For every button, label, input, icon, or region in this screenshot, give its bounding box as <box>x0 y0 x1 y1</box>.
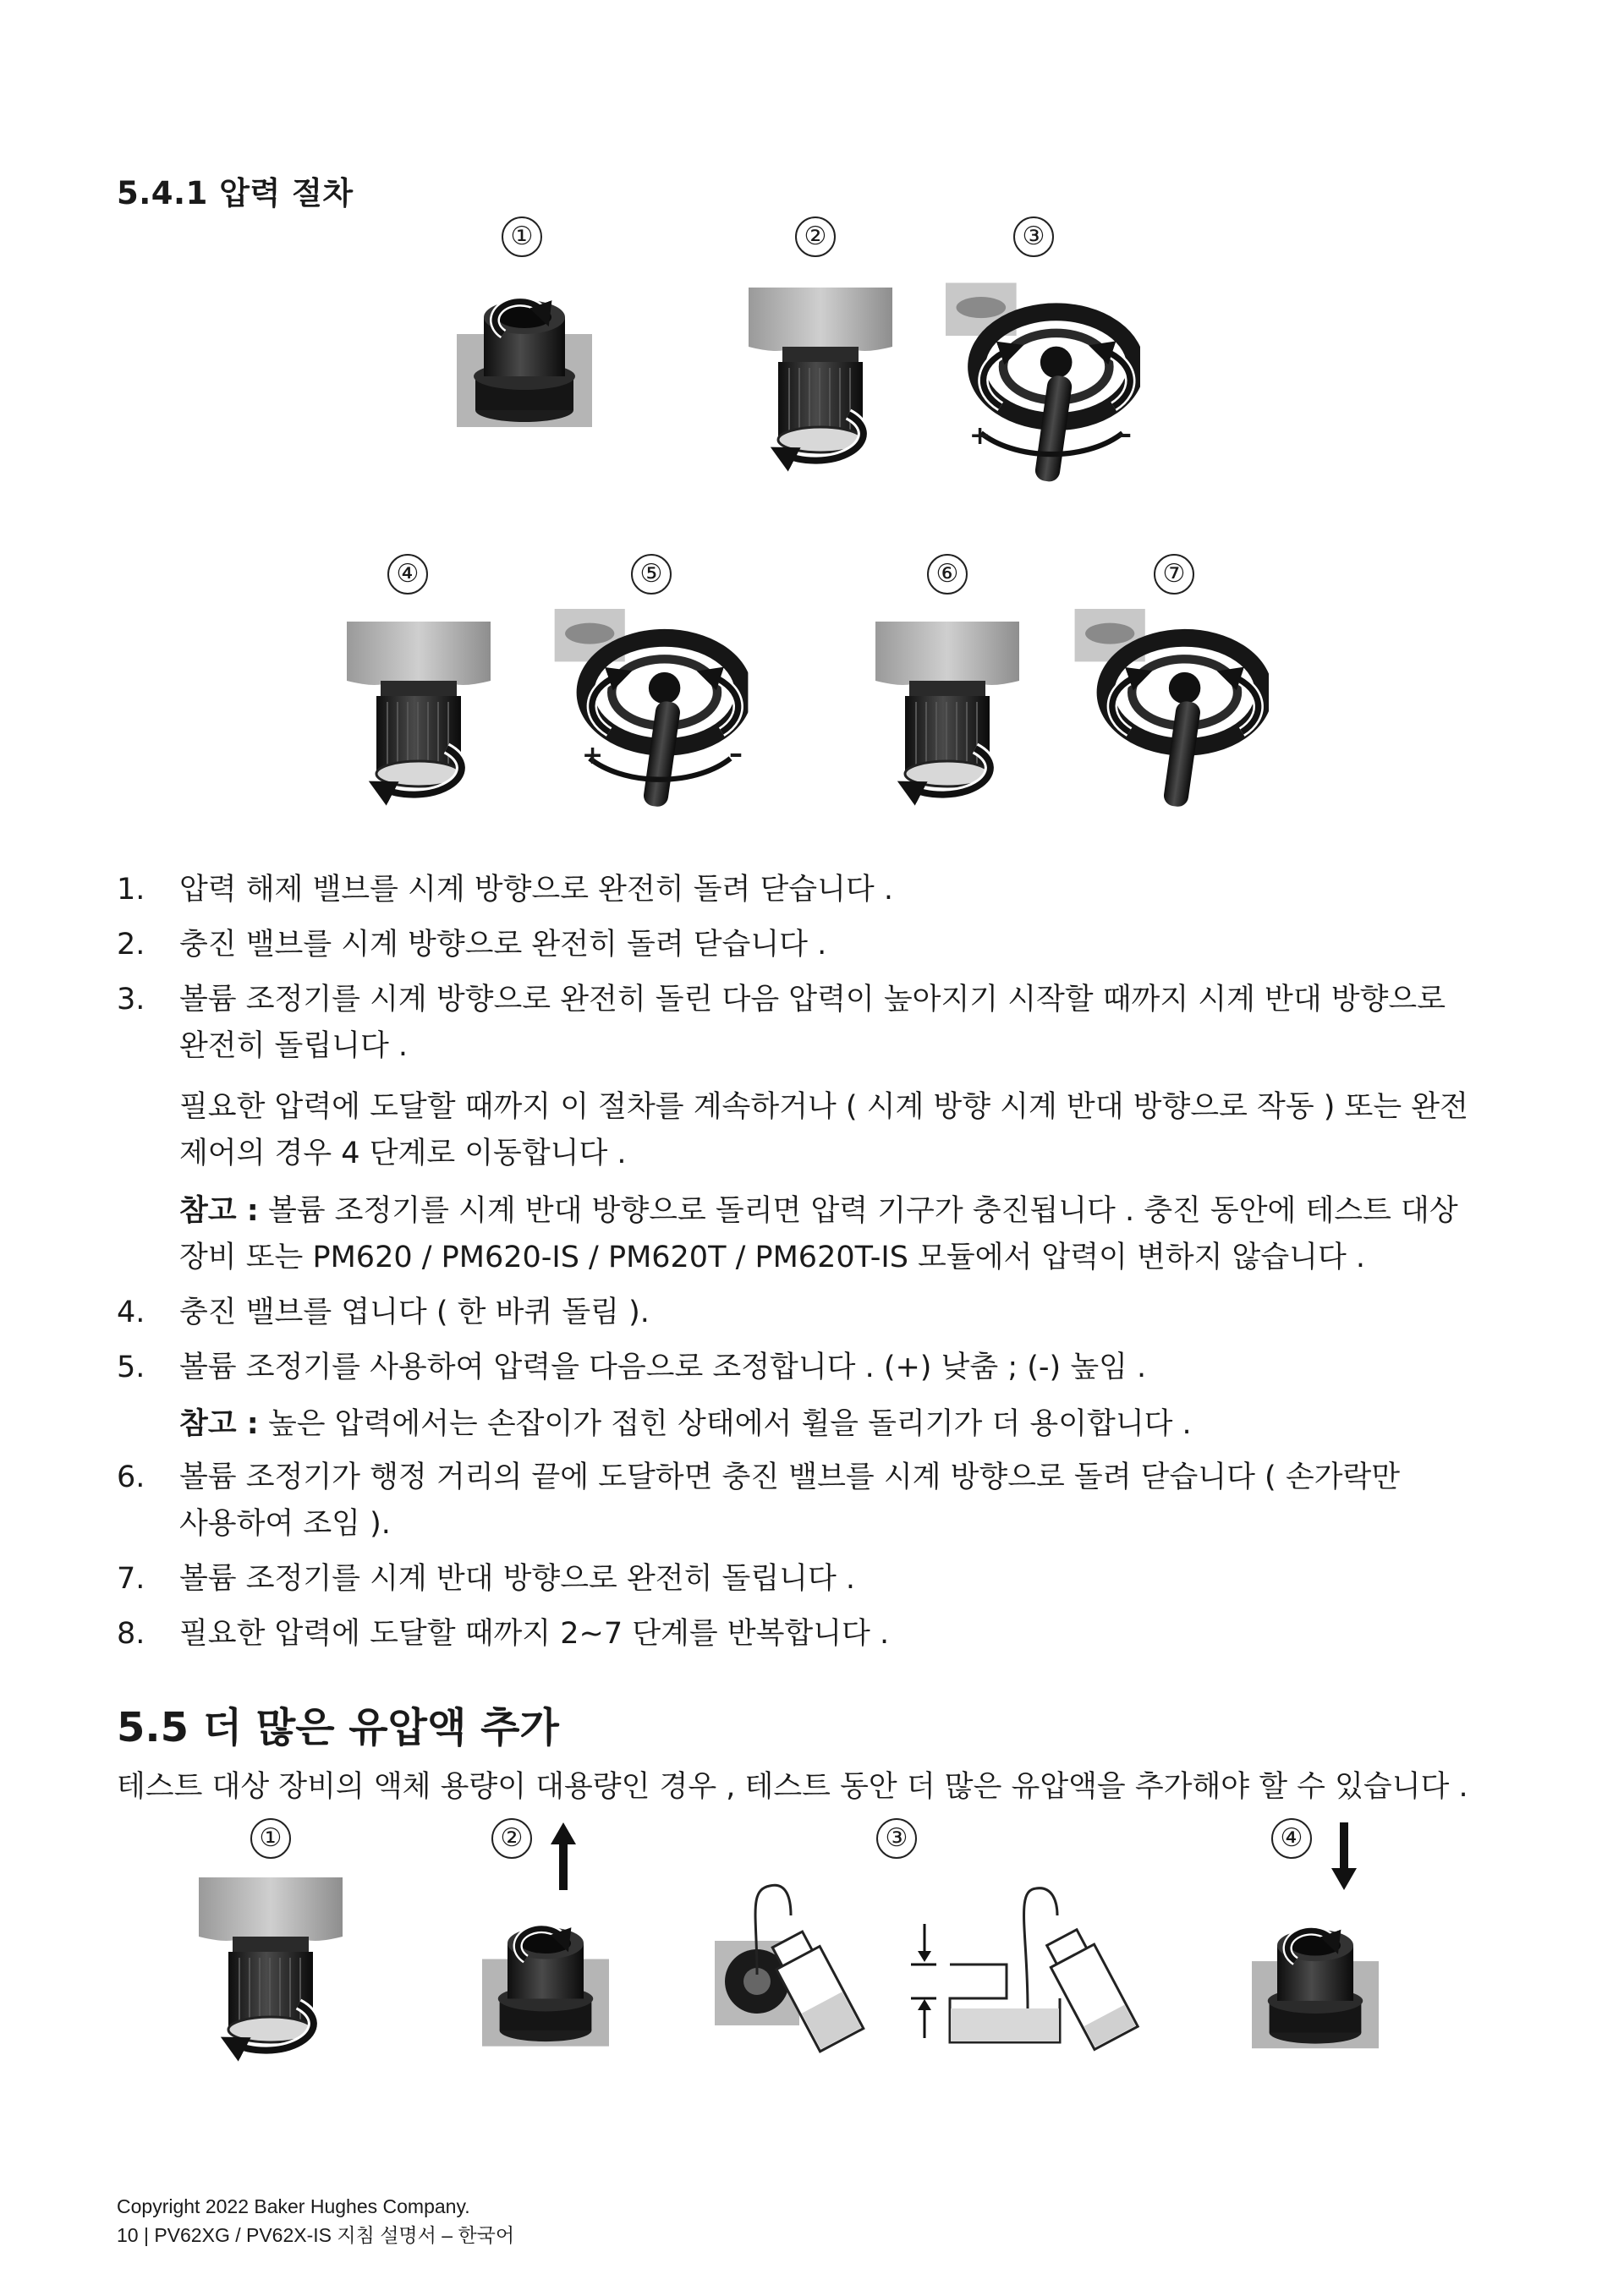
section-title-5-4-1: 5.4.1 압력 절차 <box>117 175 354 211</box>
section-title-5-5: 5.5 더 많은 유압액 추가 <box>117 1704 559 1751</box>
copyright-text: Copyright 2022 Baker Hughes Company. <box>117 2195 470 2217</box>
plus-label-5: + <box>582 741 604 770</box>
fluid-step-label-2: ② <box>491 1818 532 1859</box>
step-1: 1. 압력 해제 밸브를 시계 방향으로 완전히 돌려 닫습니다 . <box>117 873 893 907</box>
fluid-valve-photo-4 <box>1252 1890 1379 2072</box>
step-2: 2. 충진 밸브를 시계 방향으로 완전히 돌려 닫습니다 . <box>117 928 827 962</box>
step-3: 3. 볼륨 조정기를 시계 방향으로 완전히 돌린 다음 압력이 높아지기 시작할 때까지 시계 반대 방향으로 완전히 돌립니다 . <box>117 983 1446 1063</box>
fluid-valve-photo-2 <box>482 1886 609 2072</box>
step-label-7: ⑦ <box>1154 554 1194 595</box>
fluid-step-label-3: ③ <box>876 1818 917 1859</box>
valve-photo-6 <box>875 609 1019 812</box>
page-number-line: 10 | PV62XG / PV62X-IS 지침 설명서 – 한국어 <box>117 2224 515 2246</box>
step-label-2: ② <box>795 216 836 257</box>
arrow-down-icon <box>1330 1822 1358 1890</box>
minus-label-5: – <box>729 737 743 770</box>
step-7: 7. 볼륨 조정기를 시계 반대 방향으로 완전히 돌립니다 . <box>117 1562 856 1596</box>
section-5-5-intro: 테스트 대상 장비의 액체 용량이 대용량인 경우 , 테스트 동안 더 많은 유압액을 추가해야 할 수 있습니다 . <box>117 1770 1468 1804</box>
step-4: 4. 충진 밸브를 엽니다 ( 한 바퀴 돌림 ). <box>117 1296 650 1329</box>
step-3-paragraph: 필요한 압력에 도달할 때까지 이 절차를 계속하거나 ( 시계 방향 시계 반대 방향으로 작동 ) 또는 완전 제어의 경우 4 단계로 이동합니다 . <box>179 1090 1468 1170</box>
fluid-step-label-4: ④ <box>1271 1818 1312 1859</box>
step-label-4: ④ <box>387 554 428 595</box>
arrow-up-icon <box>550 1822 577 1890</box>
step-label-5: ⑤ <box>631 554 672 595</box>
note-2: 참고 : 높은 압력에서는 손잡이가 접힌 상태에서 휠을 돌리기가 더 용이합니다 . <box>179 1407 1192 1441</box>
valve-photo-2 <box>749 279 892 474</box>
procedure-steps-end <box>117 1455 1538 1666</box>
handwheel-photo-3 <box>946 279 1140 507</box>
fluid-step-label-1: ① <box>250 1818 291 1859</box>
handwheel-photo-7 <box>1074 609 1269 829</box>
valve-photo-1 <box>457 262 592 448</box>
valve-photo-4 <box>347 609 491 812</box>
step-6: 6. 볼륨 조정기가 행정 거리의 끝에 도달하면 충진 밸브를 시계 방향으로 돌려 닫습니다 ( 손가락만 사용하여 조임 ). <box>117 1460 1401 1541</box>
plus-label: + <box>969 421 991 451</box>
fluid-fill-illustration <box>715 1882 1155 2063</box>
minus-label: – <box>1118 418 1132 450</box>
handwheel-photo-5 <box>554 609 749 829</box>
page-footer <box>117 2192 514 2249</box>
note-1: 참고 : 볼륨 조정기를 시계 반대 방향으로 돌리면 압력 기구가 충진됩니다 . 충진 동안에 테스트 대상 장비 또는 PM620 / PM620-IS / PM620T / PM620T-IS 모듈에서 압력이 변하지 않습니다 . <box>179 1194 1458 1274</box>
step-8: 8. 필요한 압력에 도달할 때까지 2~7 단계를 반복합니다 . <box>117 1617 890 1651</box>
step-label-1: ① <box>502 216 542 257</box>
step-label-6: ⑥ <box>927 554 968 595</box>
step-label-3: ③ <box>1013 216 1054 257</box>
fluid-valve-photo-1 <box>199 1869 343 2063</box>
step-5: 5. 볼륨 조정기를 사용하여 압력을 다음으로 조정합니다 . (+) 낮춤 ; (-) 높임 . <box>117 1351 1147 1384</box>
